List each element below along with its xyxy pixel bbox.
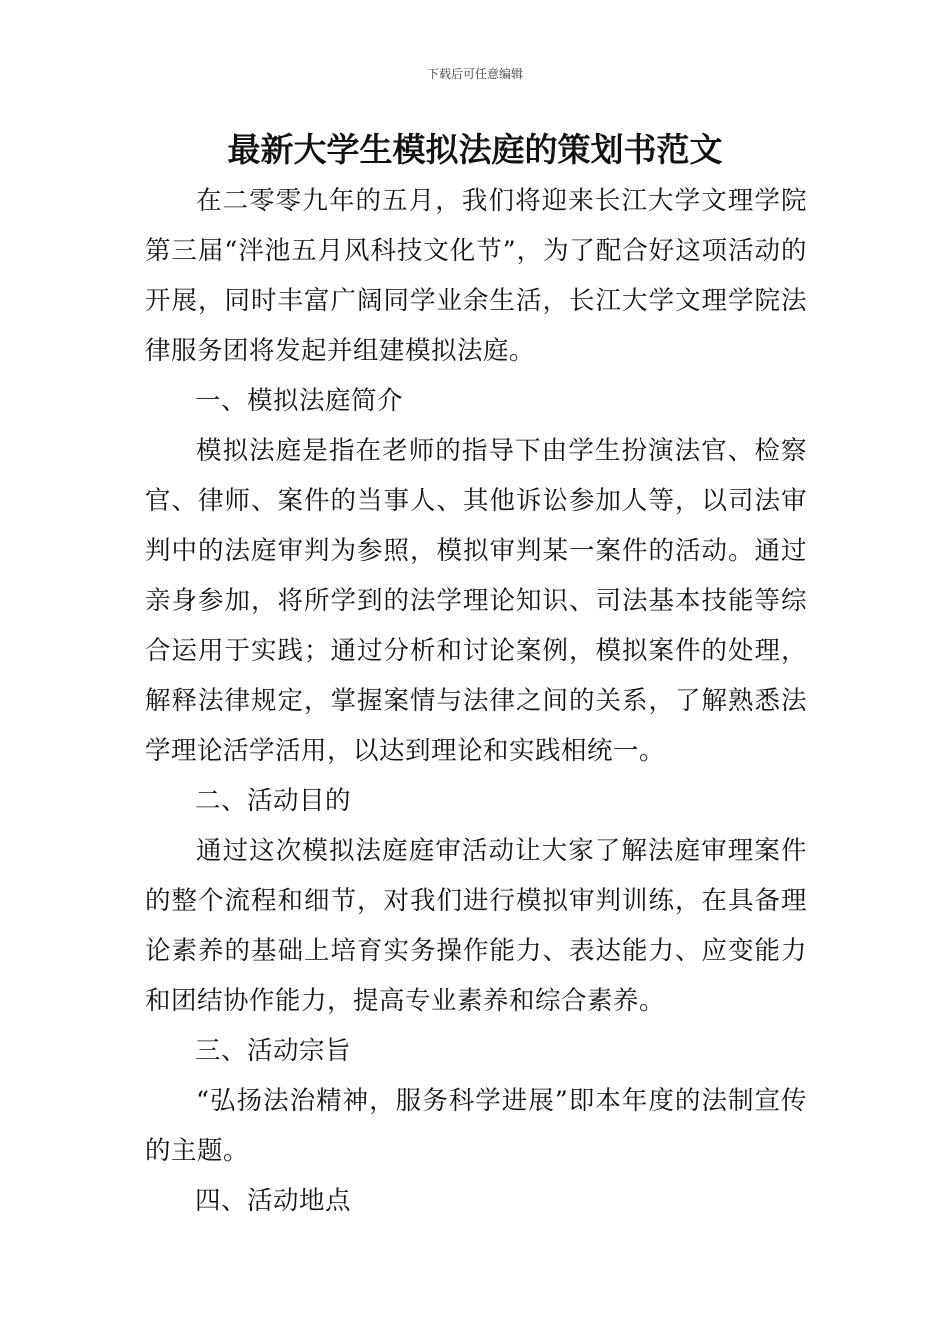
aim-paragraph: “弘扬法治精神，服务科学进展”即本年度的法制宣传的主题。 bbox=[145, 1086, 807, 1166]
intro-body-paragraph: 模拟法庭是指在老师的指导下由学生扮演法官、检察官、律师、案件的当事人、其他诉讼参加人等，以司法审判中的法庭审判为参照，模拟审判某一案件的活动。通过亲身参加，将所学到的法学理论知识、司法基本技能等综合运用于实践；通过分析和讨论案例，模拟案件的处理，解释法律规定，掌握案情与法律之间的关系，了解熟悉法学理论活学活用，以达到理论和实践相统一。 bbox=[145, 436, 807, 766]
header-note: 下载后可任意编辑 bbox=[426, 67, 523, 81]
document-body bbox=[145, 176, 807, 1226]
section-heading-aim: 三、活动宗旨 bbox=[195, 1036, 352, 1066]
purpose-paragraph: 通过这次模拟法庭庭审活动让大家了解法庭审理案件的整个流程和细节，对我们进行模拟审判训练，在具备理论素养的基础上培育实务操作能力、表达能力、应变能力和团结协作能力，提高专业素养和综合素养。 bbox=[145, 836, 807, 1016]
section-heading-location: 四、活动地点 bbox=[195, 1186, 352, 1216]
section-heading-intro: 一、模拟法庭简介 bbox=[195, 386, 404, 416]
intro-paragraph: 在二零零九年的五月，我们将迎来长江大学文理学院第三届“泮池五月风科技文化节”，为了配合好这项活动的开展，同时丰富广阔同学业余生活，长江大学文理学院法律服务团将发起并组建模拟法庭。 bbox=[145, 186, 807, 366]
section-heading-purpose: 二、活动目的 bbox=[195, 786, 352, 816]
document-title: 最新大学生模拟法庭的策划书范文 bbox=[227, 130, 723, 169]
